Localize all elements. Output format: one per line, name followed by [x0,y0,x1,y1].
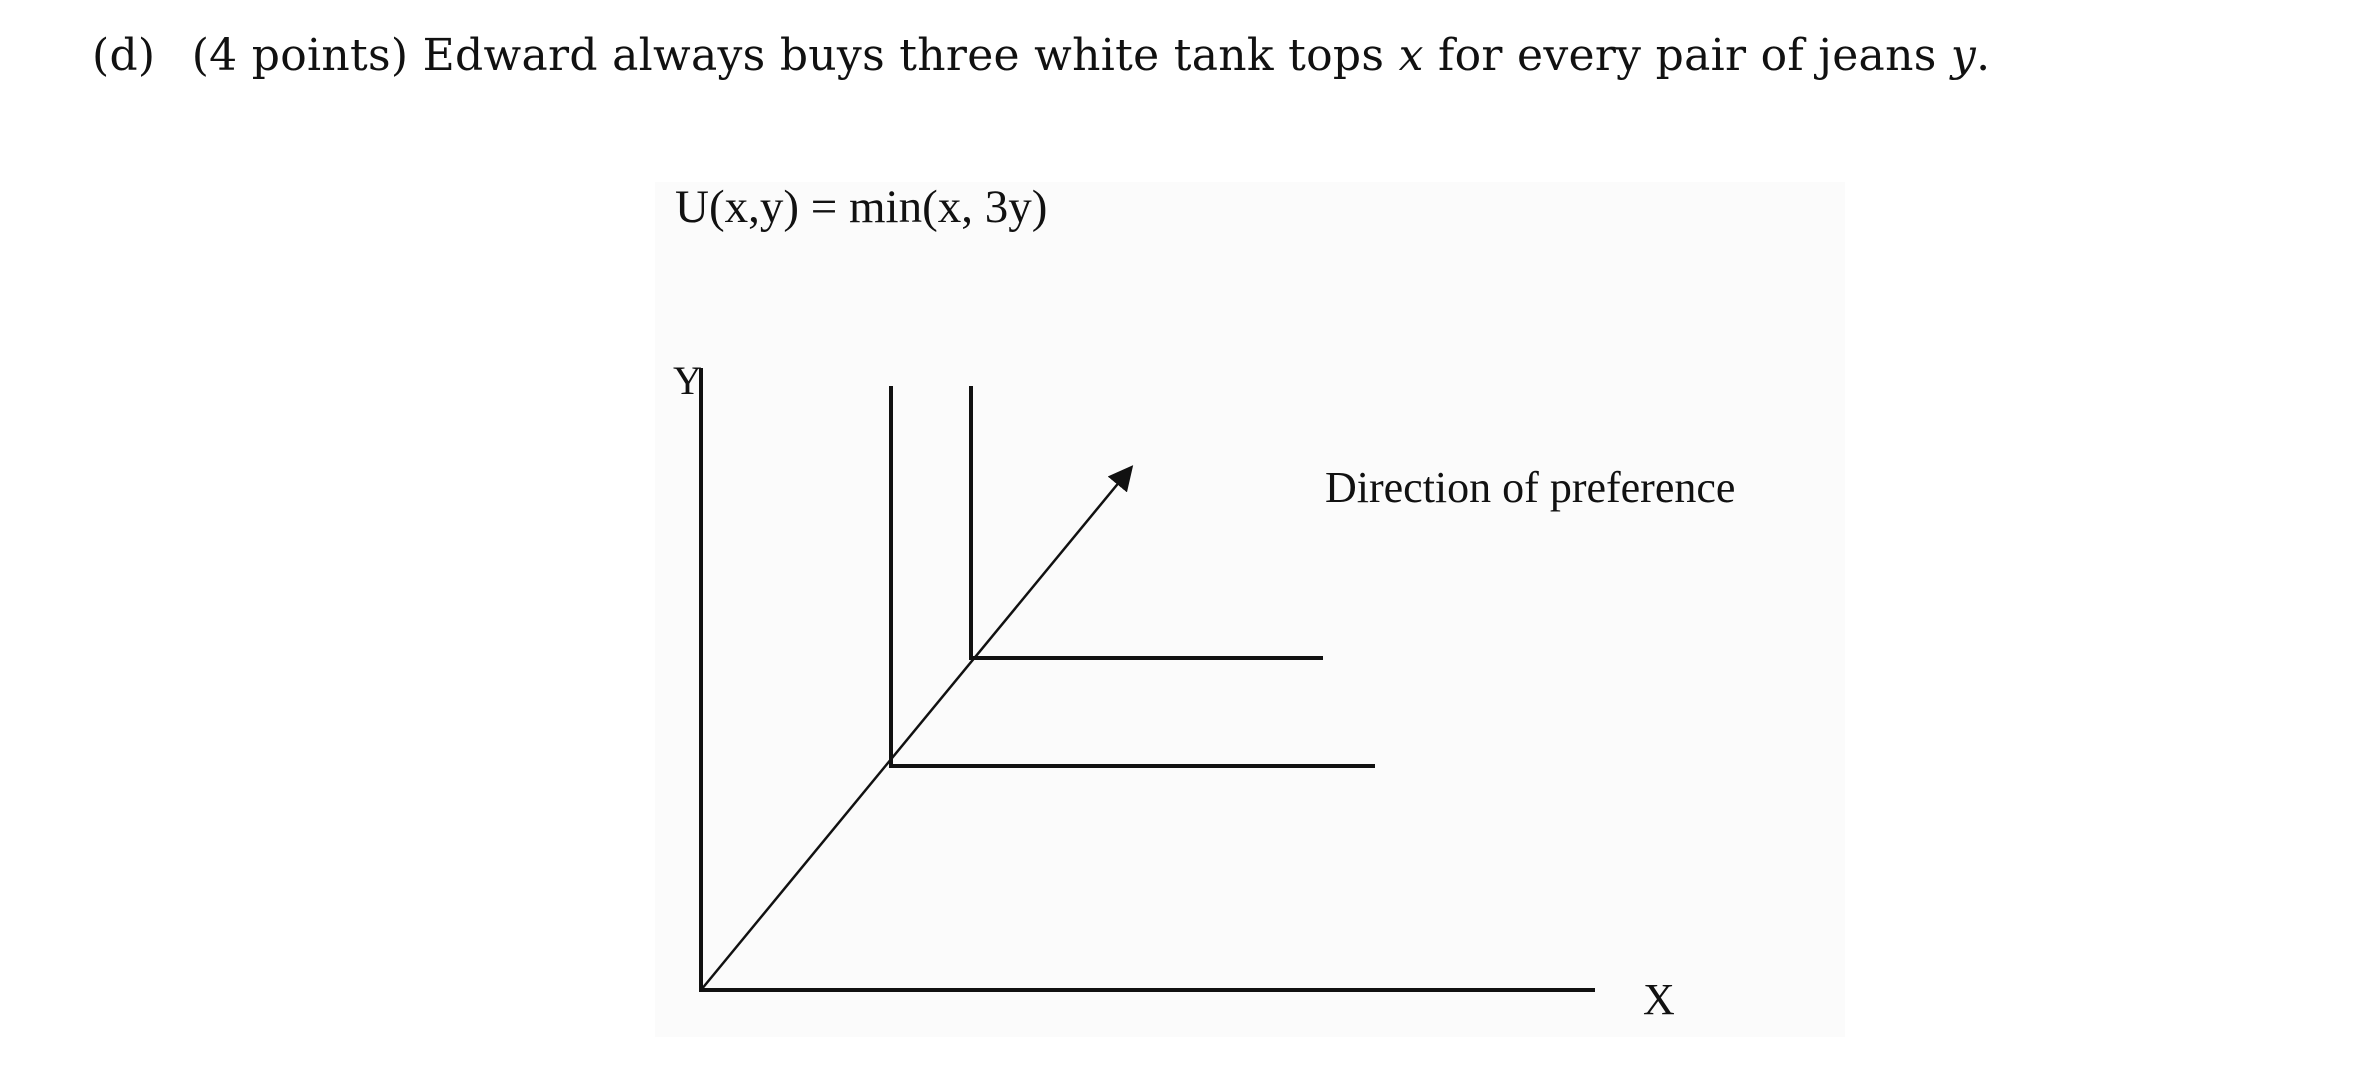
question-text-between: for every pair of jeans [1438,30,1937,81]
utility-function-label: U(x,y) = min(x, 3y) [675,182,1048,233]
question-part-label: (d) [92,30,156,81]
question-points: (4 points) [191,30,409,81]
question-var-x: x [1398,30,1424,81]
indifference-curve-2 [971,386,1323,658]
direction-of-preference-label: Direction of preference [1325,463,1736,512]
question-text [92,30,1990,81]
question-var-y: y [1950,30,1977,81]
question-text-before-x: Edward always buys three white tank tops [422,30,1385,81]
x-axis-label: X [1643,975,1675,1024]
y-axis-label: Y [673,358,702,403]
question-end: . [1976,30,1991,81]
preference-direction-arrow [701,469,1130,990]
figure-svg [655,182,1845,1037]
indifference-curve-1 [891,386,1375,766]
preference-figure [655,182,1845,1037]
